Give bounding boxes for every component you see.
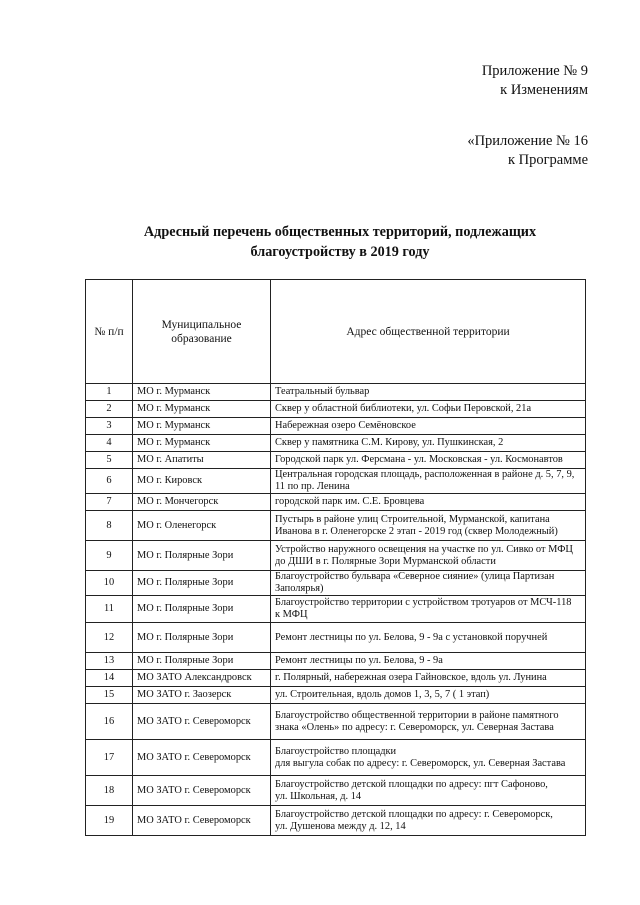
- row-address: [271, 418, 586, 435]
- row-address-line: Благоустройство общественной территории в районе памятного: [275, 709, 559, 721]
- table-header-row: [86, 280, 586, 384]
- column-header-municipality-line: образование: [171, 332, 232, 345]
- table-row: [86, 670, 586, 687]
- row-municipality: МО ЗАТО г. Заозерск: [133, 687, 271, 704]
- row-municipality: МО г. Мурманск: [133, 418, 271, 435]
- row-address: [271, 452, 586, 469]
- column-header-municipality: [133, 280, 271, 384]
- row-address-line: 11 по пр. Ленина: [275, 481, 350, 492]
- table-row: [86, 704, 586, 740]
- row-municipality: МО ЗАТО г. Североморск: [133, 776, 271, 806]
- table-row: [86, 571, 586, 596]
- table-row: [86, 469, 586, 494]
- column-header-address: Адрес общественной территории: [271, 280, 586, 384]
- row-address: [271, 511, 586, 541]
- row-municipality: МО г. Полярные Зори: [133, 623, 271, 653]
- row-address-line: знака «Олень» по адресу: г. Североморск, ул. Северная Застава: [275, 721, 554, 733]
- row-address-line: до ДШИ в г. Полярные Зори Мурманской области: [275, 555, 496, 567]
- table-row: [86, 452, 586, 469]
- row-address-line: Благоустройство детской площадки по адресу: пгт Сафоново,: [275, 778, 548, 790]
- table-row: [86, 740, 586, 776]
- table-row: [86, 596, 586, 623]
- column-header-municipality-line: Муниципальное: [161, 318, 242, 331]
- appendix-header: [482, 62, 588, 100]
- row-address: [271, 494, 586, 511]
- row-number: 7: [86, 494, 133, 511]
- program-appendix-header: [467, 132, 588, 170]
- program-appendix-number: «Приложение № 16: [467, 133, 588, 149]
- row-number: 17: [86, 740, 133, 776]
- row-address: [271, 401, 586, 418]
- row-number: 4: [86, 435, 133, 452]
- table-row: [86, 776, 586, 806]
- program-appendix-reference: к Программе: [507, 152, 588, 168]
- row-number: 3: [86, 418, 133, 435]
- row-municipality: МО г. Кировск: [133, 469, 271, 494]
- row-municipality: МО г. Мурманск: [133, 384, 271, 401]
- row-address: [271, 687, 586, 704]
- row-number: 1: [86, 384, 133, 401]
- document-title-line-2: благоустройству в 2019 году: [250, 244, 430, 260]
- row-address: [271, 653, 586, 670]
- row-number: 6: [86, 469, 133, 494]
- table-row: [86, 435, 586, 452]
- row-address-line: Набережная озеро Семёновское: [275, 420, 416, 431]
- row-address: [271, 541, 586, 571]
- row-number: 19: [86, 806, 133, 836]
- row-number: 13: [86, 653, 133, 670]
- row-address: [271, 435, 586, 452]
- row-address: [271, 384, 586, 401]
- table-row: [86, 494, 586, 511]
- row-address: [271, 776, 586, 806]
- row-address: [271, 740, 586, 776]
- row-municipality: МО ЗАТО г. Североморск: [133, 806, 271, 836]
- row-municipality: МО г. Мончегорск: [133, 494, 271, 511]
- row-municipality: МО г. Полярные Зори: [133, 653, 271, 670]
- row-address-line: Театральный бульвар: [275, 386, 370, 397]
- row-address-line: Благоустройство территории с устройством тротуаров от МСЧ-118: [275, 597, 572, 608]
- row-number: 2: [86, 401, 133, 418]
- row-municipality: МО ЗАТО г. Североморск: [133, 704, 271, 740]
- row-municipality: МО г. Полярные Зори: [133, 596, 271, 623]
- row-address-line: Заполярья): [275, 583, 324, 594]
- row-number: 9: [86, 541, 133, 571]
- row-address-line: Ремонт лестницы по ул. Белова, 9 - 9а с установкой поручней: [275, 631, 548, 643]
- document-title: [60, 222, 620, 262]
- row-address-line: ул. Душенова между д. 12, 14: [275, 820, 406, 832]
- table-row: [86, 806, 586, 836]
- row-number: 11: [86, 596, 133, 623]
- table-row: [86, 541, 586, 571]
- row-address: [271, 806, 586, 836]
- row-number: 15: [86, 687, 133, 704]
- row-address-line: к МФЦ: [275, 609, 308, 620]
- row-municipality: МО г. Полярные Зори: [133, 571, 271, 596]
- row-address-line: Иванова в г. Оленегорске 2 этап - 2019 год (сквер Молодежный): [275, 525, 558, 537]
- row-address-line: Центральная городская площадь, расположенная в районе д. 5, 7, 9,: [275, 469, 575, 480]
- row-number: 8: [86, 511, 133, 541]
- row-address: [271, 623, 586, 653]
- row-address-line: Ремонт лестницы по ул. Белова, 9 - 9а: [275, 655, 443, 666]
- row-address-line: Благоустройство площадки: [275, 745, 397, 757]
- row-municipality: МО г. Полярные Зори: [133, 541, 271, 571]
- row-municipality: МО ЗАТО Александровск: [133, 670, 271, 687]
- row-number: 14: [86, 670, 133, 687]
- row-address-line: г. Полярный, набережная озера Гайновское, вдоль ул. Лунина: [275, 672, 547, 683]
- row-address-line: Устройство наружного освещения на участке по ул. Сивко от МФЦ: [275, 543, 573, 555]
- table-row: [86, 623, 586, 653]
- row-address-line: Сквер у памятника С.М. Кирову, ул. Пушкинская, 2: [275, 437, 504, 448]
- table-row: [86, 418, 586, 435]
- row-address: [271, 571, 586, 596]
- column-header-number: № п/п: [86, 280, 133, 384]
- table-row: [86, 687, 586, 704]
- row-municipality: МО г. Апатиты: [133, 452, 271, 469]
- row-address-line: для выгула собак по адресу: г. Североморск, ул. Северная Застава: [275, 757, 566, 769]
- row-address-line: городской парк им. С.Е. Бровцева: [275, 496, 425, 507]
- row-address: [271, 670, 586, 687]
- appendix-number: Приложение № 9: [481, 63, 588, 79]
- table-row: [86, 401, 586, 418]
- row-address: [271, 596, 586, 623]
- row-municipality: МО г. Оленегорск: [133, 511, 271, 541]
- row-address-line: Сквер у областной библиотеки, ул. Софьи Перовской, 21а: [275, 403, 532, 414]
- row-number: 16: [86, 704, 133, 740]
- row-address-line: Благоустройство детской площадки по адресу: г. Североморск,: [275, 808, 553, 820]
- row-address-line: Городской парк ул. Ферсмана - ул. Московская - ул. Космонавтов: [275, 454, 563, 465]
- row-address-line: Пустырь в районе улиц Строительной, Мурманской, капитана: [275, 513, 550, 525]
- row-municipality: МО г. Мурманск: [133, 435, 271, 452]
- row-number: 10: [86, 571, 133, 596]
- document-title-line-1: Адресный перечень общественных территорий, подлежащих: [143, 224, 537, 240]
- row-address-line: ул. Школьная, д. 14: [275, 790, 362, 802]
- row-address-line: Благоустройство бульвара «Северное сияние» (улица Партизан: [275, 571, 555, 582]
- table-row: [86, 384, 586, 401]
- row-municipality: МО г. Мурманск: [133, 401, 271, 418]
- row-number: 5: [86, 452, 133, 469]
- appendix-reference: к Изменениям: [500, 82, 588, 98]
- row-address: [271, 469, 586, 494]
- row-address: [271, 704, 586, 740]
- territories-table: [85, 279, 586, 836]
- row-number: 12: [86, 623, 133, 653]
- table-row: [86, 653, 586, 670]
- table-row: [86, 511, 586, 541]
- row-address-line: ул. Строительная, вдоль домов 1, 3, 5, 7 ( 1 этап): [275, 689, 490, 700]
- row-number: 18: [86, 776, 133, 806]
- row-municipality: МО ЗАТО г. Североморск: [133, 740, 271, 776]
